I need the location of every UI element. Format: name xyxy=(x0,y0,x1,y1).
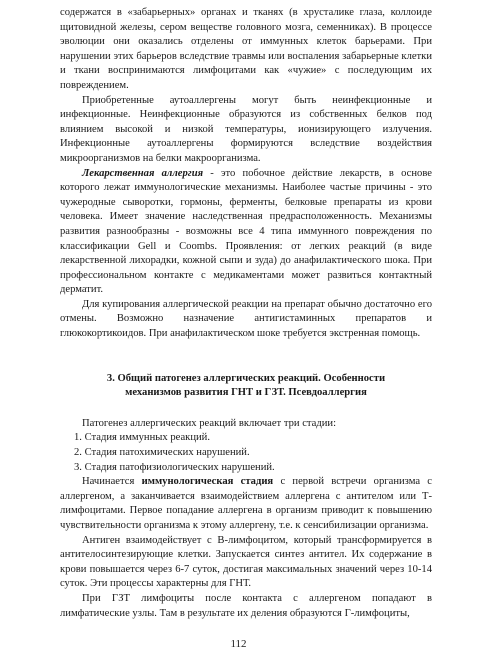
paragraph-immunological-stage xyxy=(60,475,432,533)
stages-intro: Патогенез аллергических реакций включает три стадии: xyxy=(82,417,337,429)
drug-allergy-text: - это побочное действие лекарств, в основе которого лежат иммунологические механизмы. Наиболее частые причины - это чужеродные сыворотки, гормоны, ферменты, белковые препараты из крови человека. Имеет значение наследственная предрасположенность. Механизмы развития разнообразны - возможны все 4 типа иммунного повреждения по классификации Gell и Coombs. Проявления: от легких реакций (в виде лекарственной лихорадки, кожной сыпи и зуда) до анафилактического шока. При профессиональном контакте с медикаментами может развиться контактный дерматит. xyxy=(60,167,432,296)
section-heading xyxy=(60,372,432,401)
paragraph-dth-lymphocytes: При ГЗТ лимфоциты после контакта с аллергеном попадают в лимфатические узлы. Там в результате их деления образуются Г-лимфоциты, xyxy=(60,592,432,619)
list-item: 3. Стадия патофизиологических нарушений. xyxy=(74,461,275,473)
term-drug-allergy: Лекарственная аллергия xyxy=(82,167,204,179)
paragraph-antigen-b-lymphocyte: Антиген взаимодействует с В-лимфоцитом, который трансформируется в антителосинтезирующие клетки. Запускается синтез антител. Их содержание в крови повышается через 6-7 суток, достигая максимальных значений через 10-14 суток. Эти процессы характерны для ГНТ. xyxy=(60,534,432,590)
page-number: 112 xyxy=(230,638,247,650)
paragraph-forbidden-organs: содержатся в «забарьерных» органах и тканях (в хрусталике глаза, коллоиде щитовидной железы, сером веществе головного мозга, семенниках). В процессе эволюции они оказались отделены от иммунных клеток барьерами. При нарушении этих барьеров вследствие травмы или воспаления забарьерные клетки и ткани воспринимаются лимфоцитами как «чужие» с последующим их повреждением. xyxy=(60,7,432,91)
paragraph-acquired-autoallergens: Приобретенные аутоаллергены могут быть неинфекционные и инфекционные. Неинфекционные образуются из собственных белков под влиянием высокой и низкой температуры, ионизирующего излучения. Инфекционные аутоаллергены формируются вследствие воздействия микроорганизмов на белки макроорганизма. xyxy=(60,94,432,164)
stages-list xyxy=(60,431,432,475)
paragraph-drug-allergy xyxy=(60,167,432,298)
immunological-stage-text: с первой встречи организма с аллергеном, а заканчивается взаимодействием аллергена с антителом или Т-лимфоцитами. Первое попадание аллергена в организм приводит к повышению чувствительности организма к этому аллергену, т.е. к сенсибилизации организма. xyxy=(60,476,433,531)
list-item: 2. Стадия патохимических нарушений. xyxy=(74,447,250,459)
paragraph-drug-allergy-treatment: Для купирования аллергической реакции на препарат обычно достаточно его отмены. Возможно назначение антигистаминных препаратов и глюкокортикоидов. При анафилактическом шоке требуется экстренная помощь. xyxy=(60,298,432,340)
section-heading-line2: механизмов развития ГНТ и ГЗТ. Псевдоаллергия xyxy=(125,387,367,399)
document-page xyxy=(60,6,432,621)
list-item: 1. Стадия иммунных реакций. xyxy=(74,432,210,444)
section-heading-line1: 3. Общий патогенез аллергических реакций. Особенности xyxy=(106,372,386,384)
term-immunological-stage: иммунологическая стадия xyxy=(141,476,274,488)
immunological-stage-start: Начинается xyxy=(82,476,142,488)
